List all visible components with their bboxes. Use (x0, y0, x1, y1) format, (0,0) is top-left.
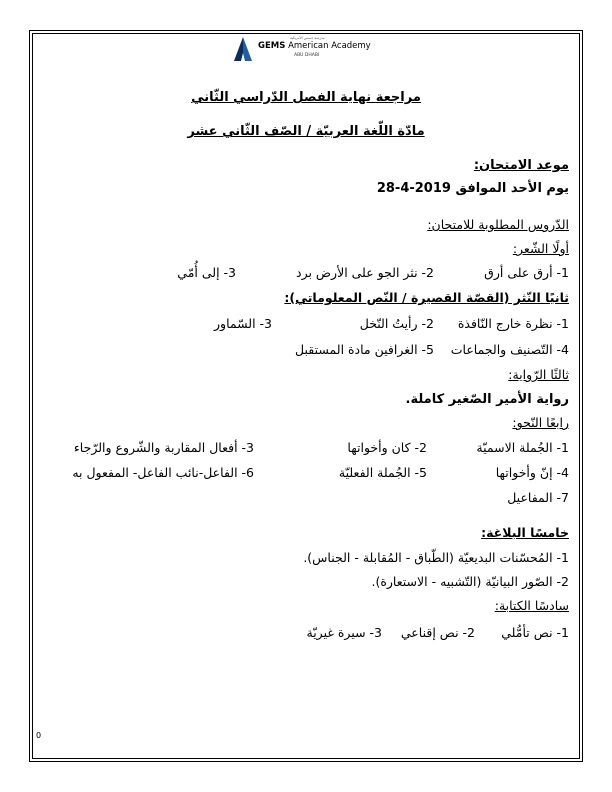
writing-item-2: 2- نص إقناعي (400, 625, 475, 640)
grammar-item-3: 3- أفعال المقاربة والشّروع والرّجاء (73, 440, 254, 455)
grammar-item-1: 1- الجُملة الاسميّة (476, 440, 569, 455)
school-logo (232, 36, 382, 64)
page-number: 0 (36, 731, 42, 740)
exam-date: يوم الأحد الموافق 2019-4-28 (376, 181, 569, 196)
rhetoric-heading: خامسًا البلاغة: (481, 525, 569, 540)
writing-item-3: 3- سيرة غيريّة (306, 625, 382, 640)
prose-item-5: 5- الغرافين مادة المستقبل (295, 342, 434, 357)
prose-item-4: 4- التّصنيف والجماعات (450, 342, 569, 357)
poetry-heading: أولًا الشّعر: (512, 241, 569, 256)
writing-item-1: 1- نص تأمُّلي (501, 625, 569, 640)
poetry-item-3: 3- إلى أُمّي (177, 265, 236, 280)
logo-arabic-name: مدرسة جيمس الأمريكية (290, 36, 325, 40)
prose-heading: ثانيًا النّثر (القصّة القصيرة / النّص المعلوماتي): (284, 290, 569, 305)
prose-item-3: 3- السّماور (214, 316, 272, 331)
grammar-item-2: 2- كان وأخواتها (347, 440, 427, 455)
exam-date-heading: موعد الامتحان: (473, 158, 569, 173)
poetry-item-2: 2- نثر الجو على الأرض برد (296, 265, 434, 280)
novel-text: رواية الأمير الصّغير كاملة. (405, 392, 569, 407)
prose-item-1: 1- نظرة خارج النّافذة (457, 316, 569, 331)
prose-item-2: 2- رأيتُ النّخل (359, 316, 434, 331)
rhetoric-item-2: 2- الصّور البيانيّة (التّشبيه - الاستعارة). (371, 574, 569, 589)
grammar-item-5: 5- الجُملة الفعليّة (338, 465, 427, 480)
title-review: مراجعة نهاية الفصل الدّراسي الثّاني (191, 90, 421, 105)
grammar-heading: رابعًا النّحو: (512, 415, 569, 430)
title-subject: مادّة اللّغة العربيّة / الصّف الثّاني عشر (187, 124, 425, 139)
logo-name: American Academy (288, 41, 371, 51)
logo-city: ABU DHABI (294, 53, 320, 58)
lessons-heading: الدّروس المطلوبة للامتحان: (427, 217, 569, 232)
rhetoric-item-1: 1- المُحسّنات البديعيّة (الطّباق - المُقابلة - الجناس). (303, 550, 569, 565)
poetry-item-1: 1- أرق على أرق (484, 265, 569, 280)
logo-brand: GEMS (258, 41, 286, 51)
logo-mark-icon (232, 36, 254, 62)
grammar-item-6: 6- الفاعل-نائب الفاعل- المفعول به (72, 465, 254, 480)
grammar-item-4: 4- إنّ وأخواتها (495, 465, 569, 480)
novel-heading: ثالثًا الرّواية: (508, 367, 569, 382)
writing-heading: سادسًا الكتابة: (494, 598, 569, 613)
grammar-item-7: 7- المفاعيل (507, 490, 569, 505)
